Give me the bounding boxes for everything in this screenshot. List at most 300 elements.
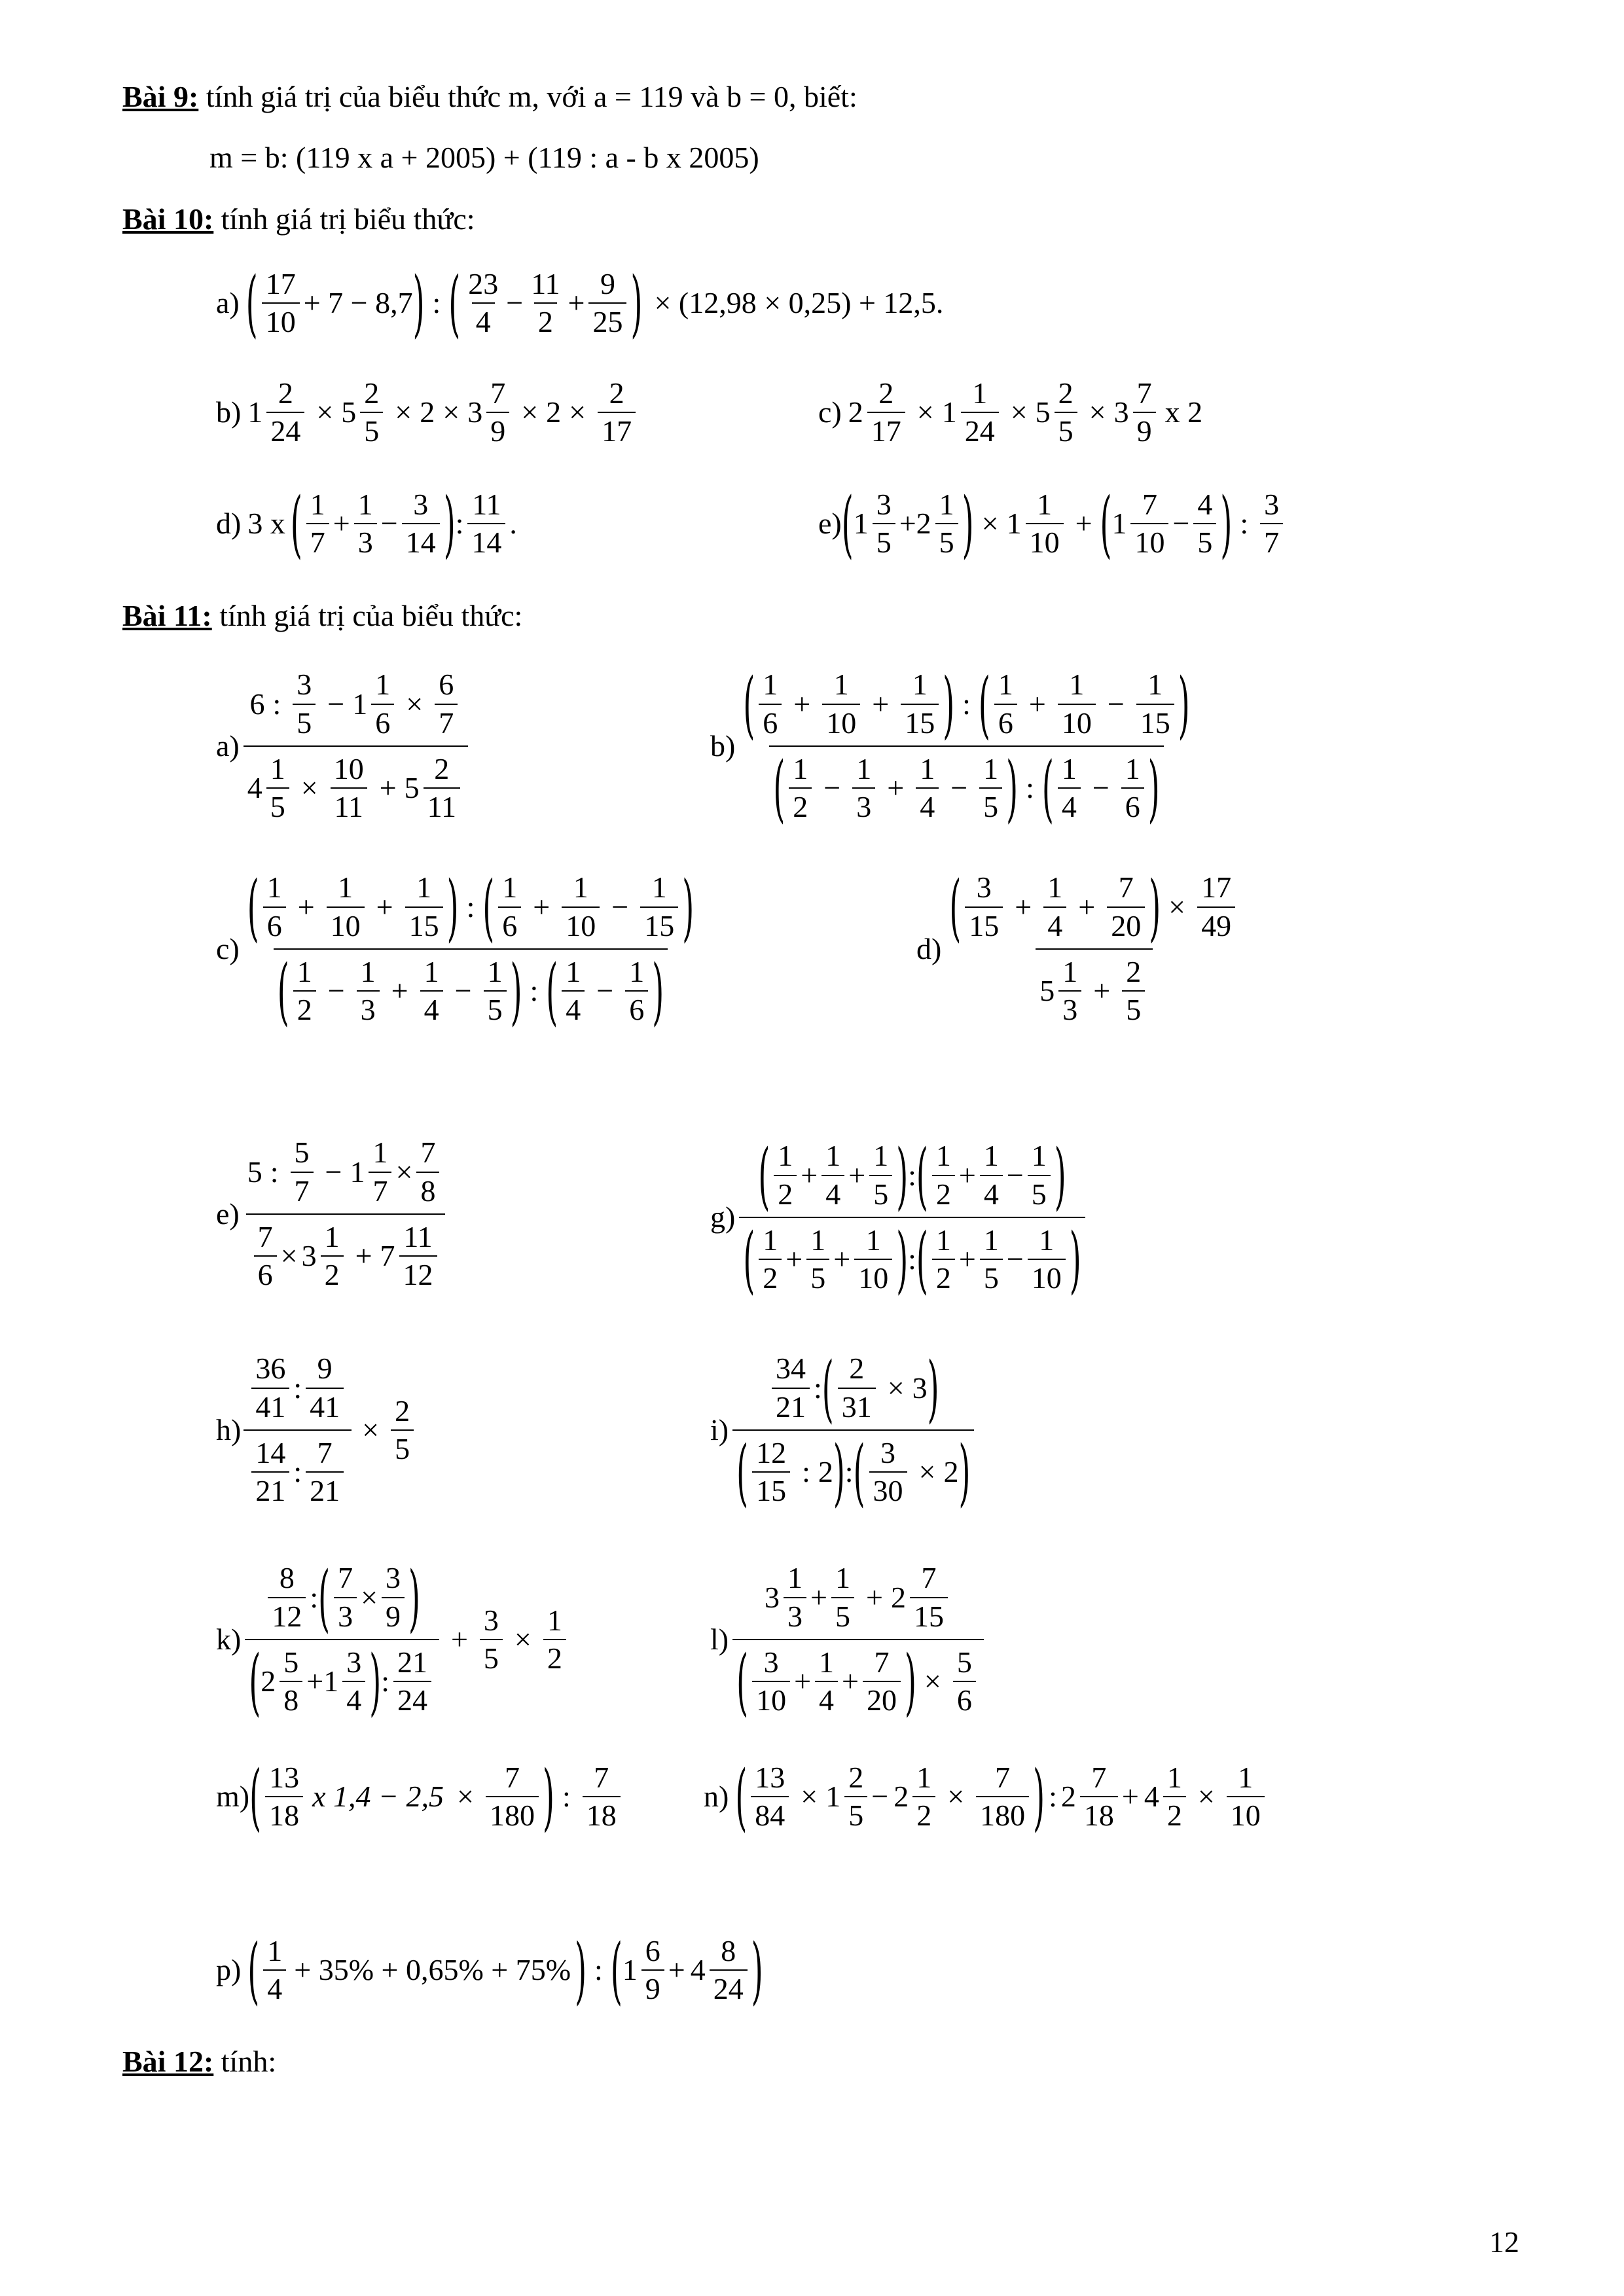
numerator [764,1345,943,1431]
open-paren: ( [978,661,990,747]
fraction [932,1140,955,1210]
denominator: 2 [774,1175,797,1210]
numerator: 7 [257,1220,273,1253]
math-term: + [668,1953,685,1986]
fraction [1122,956,1145,1026]
fraction [369,1137,391,1207]
close-paren: ) [1054,1132,1066,1218]
denominator: 9 [486,412,509,447]
exercise-11m [216,1754,624,1839]
numerator: 5 [294,1136,310,1170]
numerator: 1 [416,870,432,905]
fraction [244,1137,448,1291]
math-term: + [355,1239,372,1273]
fraction [838,1353,876,1423]
denominator: 12 [268,1597,306,1632]
fraction [1133,378,1156,448]
fraction [420,956,443,1026]
numerator: 1 [778,1139,793,1173]
close-paren: ) [542,1754,554,1839]
math-term: 5 [404,771,420,805]
fraction [484,956,507,1026]
denominator: 4 [562,990,585,1026]
denominator: 5 [831,1597,854,1632]
exercise-9-text: tính giá trị của biểu thức m, với a = 119 và b = 0, biết: [198,80,857,113]
denominator: 6 [263,906,286,942]
open-paren: ( [736,1429,749,1515]
numerator: 2 [848,1760,864,1794]
numerator: 1 [972,376,988,410]
fraction [268,1562,306,1632]
parenthesized-group [978,661,1190,747]
math-term: − [1092,771,1110,805]
denominator: 10 [822,704,860,739]
open-paren: ( [853,1429,865,1515]
fraction [854,1225,892,1295]
denominator: 10 [1026,523,1064,558]
math-term: l) [710,1623,729,1656]
math-term: + [801,1158,818,1192]
numerator: 17 [1201,870,1232,905]
math-term: : [272,687,281,721]
parenthesized-group [736,1429,845,1515]
numerator: 1 [835,1561,850,1595]
denominator: 24 [393,1681,431,1716]
fraction [1055,378,1077,448]
math-term: − [1006,1242,1024,1276]
close-paren: ) [652,948,664,1034]
math-term: × [1197,1780,1215,1813]
numerator: 23 [468,266,499,300]
denominator: 15 [910,1597,948,1632]
numerator: 7 [921,1561,937,1595]
fraction [953,1647,976,1717]
math-term: 2 [916,507,931,540]
exercise-11d [916,857,1247,1041]
math-term: 3 [1113,395,1129,429]
denominator: 10 [1028,1259,1066,1294]
math-term: 4 [690,1953,706,1986]
denominator: 10 [1130,523,1168,558]
parenthesized-group [249,1754,554,1839]
denominator [732,1429,974,1515]
math-term: 3 [301,1239,317,1273]
numerator: 1 [998,668,1013,702]
numerator: 1 [1238,1760,1254,1794]
parenthesized-group [773,745,1019,831]
exercise-11b [710,655,1198,838]
numerator: 1 [1047,870,1063,905]
denominator: 180 [486,1796,539,1831]
numerator: 3 [346,1645,362,1679]
math-term: : [562,1780,571,1813]
open-paren: ( [821,1345,834,1431]
numerator: 1 [920,752,935,785]
denominator: 49 [1197,906,1235,942]
fraction [994,669,1017,739]
numerator: 4 [1197,487,1213,521]
close-paren: ) [943,661,955,747]
fraction [265,1762,303,1832]
numerator: 11 [403,1220,433,1253]
math-term: − [327,974,345,1008]
math-term: + [450,1623,468,1656]
math-term: g) [710,1200,736,1234]
close-paren: ) [958,1429,971,1515]
math-term: × [1168,889,1186,924]
math-term: 1 [941,395,957,429]
numerator: 7 [1142,487,1157,521]
denominator: 15 [405,906,443,942]
denominator: 3 [852,787,875,823]
math-term: × [924,1664,941,1698]
numerator: 2 [1126,955,1142,988]
fraction [543,1605,566,1675]
numerator: 21 [397,1645,427,1679]
numerator [244,1353,352,1429]
fraction [342,1647,365,1717]
denominator: 5 [266,787,289,823]
math-term: : [1049,1780,1057,1813]
open-paren: ( [949,864,962,950]
fraction [588,268,626,338]
fraction [945,864,1243,1027]
math-term: : [844,1455,854,1489]
fraction [498,872,521,942]
math-term: + [391,974,408,1008]
numerator: 1 [983,752,999,785]
numerator: 8 [279,1561,295,1595]
math-term: + [379,771,397,805]
numerator: 2 [278,376,293,410]
numerator: 1 [267,1933,283,1967]
fraction [1136,669,1174,739]
numerator: 1 [338,870,353,905]
math-term: 5 [1035,395,1051,429]
exercise-10-title: Bài 10: [122,202,214,236]
denominator: 4 [1043,906,1066,942]
math-term: + [1015,889,1032,924]
fraction [263,1935,286,2005]
math-term: + 7 − 8,7 [303,286,413,319]
numerator: 9 [317,1352,333,1386]
close-paren: ) [927,1345,939,1431]
math-term: 6 [249,687,265,721]
numerator: 13 [269,1760,300,1794]
parenthesized-group [318,1554,420,1640]
denominator: 30 [869,1471,907,1507]
denominator: 5 [806,1259,829,1294]
denominator: 18 [265,1796,303,1831]
fraction [1227,1762,1265,1832]
math-term: + [842,1664,859,1698]
math-term: + [794,1664,812,1698]
math-term: 2 [1060,1780,1076,1813]
math-term: × [361,1580,378,1614]
denominator: 2 [321,1255,344,1291]
open-paren: ( [247,864,259,950]
fraction [979,753,1002,823]
math-term: . [509,507,517,540]
open-paren: ( [743,1217,755,1302]
numerator: 13 [755,1760,785,1794]
fraction [916,753,939,823]
denominator: 4 [815,1681,838,1716]
fraction [527,268,564,338]
math-term: + [1075,507,1092,540]
parenthesized-group [743,661,955,747]
denominator: 5 [869,1175,892,1210]
fraction [1028,1140,1051,1210]
denominator: 10 [854,1259,892,1294]
math-term: 5 [1039,974,1055,1008]
denominator: 5 [1122,990,1145,1026]
close-paren: ) [896,1217,909,1302]
denominator: 7 [369,1172,391,1207]
denominator: 2 [789,787,812,823]
fraction [935,489,958,559]
fraction [467,489,505,559]
numerator: 1 [566,955,581,988]
parenthesized-group [610,1928,763,2013]
denominator [739,1217,1085,1302]
denominator: 10 [262,302,300,338]
denominator: 6 [498,906,521,942]
numerator: 7 [317,1436,333,1469]
math-term: × [362,1413,380,1446]
math-term: + [810,1580,827,1614]
denominator: 8 [280,1681,302,1716]
parenthesized-group [1100,481,1233,566]
math-term: − [1006,1158,1024,1192]
math-term: : [1240,507,1249,540]
fraction [244,864,698,1034]
denominator: 3 [354,523,377,558]
math-term: + [376,889,393,924]
numerator: 3 [763,1645,779,1679]
exercise-11k [216,1545,570,1734]
math-term: × [406,687,424,721]
fraction [435,669,458,739]
fraction [641,1935,664,2005]
open-paren: ( [735,1754,748,1839]
denominator: 5 [360,412,383,447]
denominator: 24 [266,412,304,447]
numerator: 1 [833,668,849,702]
fraction [321,1221,344,1291]
page-number: 12 [1489,2225,1519,2259]
numerator: 3 [413,487,429,521]
math-term: × [280,1239,298,1273]
open-paren: ( [245,260,258,346]
denominator [274,948,668,1034]
fraction [751,1762,789,1832]
exercise-11l [710,1545,988,1734]
numerator [246,669,466,745]
fraction [752,1647,790,1717]
numerator: 3 [483,1603,499,1637]
close-paren: ) [1069,1217,1081,1302]
parenthesized-group [949,864,1161,950]
denominator [245,1639,439,1725]
exercise-9-title: Bài 9: [122,80,199,113]
math-term: 1 [247,395,263,429]
fraction [382,1562,405,1632]
close-paren: ) [1033,1754,1045,1839]
fraction [254,1221,277,1291]
numerator: 1 [1069,668,1085,702]
numerator: 1 [819,1645,835,1679]
denominator: 3 [334,1597,357,1632]
math-term: 3 [467,395,483,429]
fraction [405,872,443,942]
fraction [1193,489,1216,559]
fraction [965,872,1003,942]
denominator: 5 [980,1259,1003,1294]
math-term: + [865,1580,883,1614]
math-term: + [958,1158,976,1192]
numerator: 7 [338,1561,353,1595]
fraction [244,1353,352,1507]
exercise-12-heading [122,2047,276,2077]
fraction [1028,1225,1066,1295]
close-paren: ) [408,1554,420,1640]
numerator: 2 [849,1352,865,1386]
denominator: 2 [534,302,557,338]
fraction [263,872,286,942]
fraction [932,1225,955,1295]
math-term: 2 [848,395,863,429]
open-paren: ( [743,661,755,747]
fraction [293,956,316,1026]
fraction [244,669,468,823]
math-term: 1 [853,507,869,540]
fraction [821,1140,844,1210]
fraction [371,669,394,739]
denominator: 5 [873,523,895,558]
parenthesized-group [821,1345,939,1431]
exercise-9-heading [122,82,857,112]
math-term: + [887,771,905,805]
fraction [1130,489,1168,559]
denominator: 10 [1227,1796,1265,1831]
fraction [330,753,368,823]
math-term: + [533,889,550,924]
close-paren: ) [1220,481,1233,566]
math-term: + [958,1242,976,1276]
exercise-11-title: Bài 11: [122,599,212,632]
fraction [732,1561,984,1725]
math-term: − [1107,687,1125,721]
numerator: 1 [487,955,503,988]
fraction [1197,872,1235,942]
math-term: − [325,1155,342,1189]
math-term: + [793,687,811,721]
math-term: b) [710,729,736,762]
fraction [869,1437,907,1507]
math-term: × [801,1780,818,1813]
denominator: 2 [293,990,316,1026]
fraction [486,378,509,448]
numerator: 1 [939,487,954,521]
fraction [772,1353,810,1423]
numerator: 10 [333,752,364,785]
denominator: 5 [844,1796,867,1831]
denominator: 10 [327,906,365,942]
parenthesized-group [247,864,459,950]
denominator: 4 [420,990,443,1026]
math-term: : [908,1158,916,1192]
numerator: 2 [878,376,894,410]
fraction [245,1554,439,1725]
fraction [266,753,289,823]
denominator: 4 [1058,787,1081,823]
math-term: d) [916,932,942,965]
math-term: : [594,1953,603,1986]
numerator: 1 [983,1139,999,1173]
fraction [980,1225,1003,1295]
math-term: × [457,1780,474,1813]
denominator: 7 [1260,523,1283,558]
denominator: 2 [932,1175,955,1210]
fraction [739,661,1193,831]
denominator: 5 [480,1639,503,1674]
fraction [416,1137,439,1207]
fraction [759,1225,782,1295]
math-term: 4 [247,771,262,805]
numerator: 7 [874,1645,890,1679]
denominator: 9 [382,1597,405,1632]
denominator: 11 [424,787,460,823]
numerator: 1 [825,1139,841,1173]
parenthesized-group [853,1429,971,1515]
math-term: × [316,395,334,429]
numerator: 17 [265,266,296,300]
denominator: 10 [562,906,600,942]
denominator [246,1213,445,1291]
parenthesized-group [448,260,643,346]
exercise-11-heading [122,601,522,631]
math-term: e) [216,1197,240,1230]
fraction [1080,1762,1118,1832]
fraction [910,1562,948,1632]
numerator: 5 [283,1645,299,1679]
denominator [769,745,1163,831]
numerator: 3 [297,668,312,702]
numerator: 12 [756,1436,787,1469]
close-paren: ) [682,864,695,950]
numerator: 1 [856,752,872,785]
fraction [752,1437,790,1507]
numerator: 1 [763,668,778,702]
math-term: : [432,286,441,319]
fraction [327,872,365,942]
math-term: : [908,1242,916,1276]
fraction [1058,669,1096,739]
denominator: 4 [980,1175,1003,1210]
fraction [393,1647,431,1717]
math-term: 1 [622,1953,638,1986]
fraction [901,669,939,739]
denominator: 84 [751,1796,789,1831]
math-term: e) [818,507,842,540]
parenthesized-group [758,1132,909,1218]
math-term: : [455,507,464,540]
fraction [980,1140,1003,1210]
math-term: : [530,974,539,1008]
math-term: × [442,395,460,429]
open-paren: ( [916,1132,928,1218]
